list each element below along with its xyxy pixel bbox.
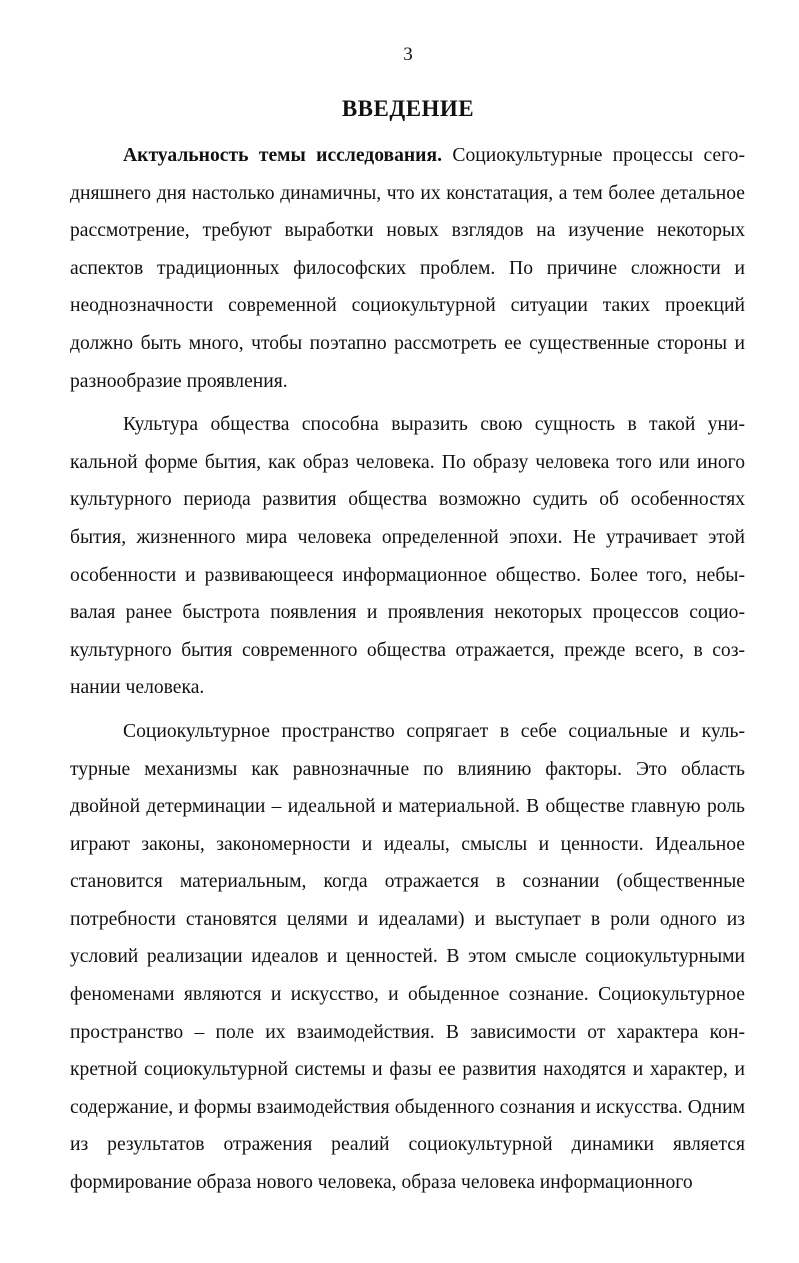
section-heading: ВВЕДЕНИЕ bbox=[341, 96, 475, 121]
paragraph-culture: Культура общества способна выразить свою сущность в такой уникальной форме бытия, как образ человека. По образу человека того или иного культурного периода развития общества возможно судить об особенностях бытия, жизненного мира человека определенной эпохи. Не утрачивает этой особенности и развивающееся информационное общество. Более того, небывалая ранее быстрота появления и проявления некоторых процессов социокультурного бытия современного общества отражается, прежде всего, в сознании человека. bbox=[70, 414, 745, 699]
paragraph-sociocultural-space: Социокультурное пространство сопрягает в себе социальные и культурные механизмы как равнозначные по влиянию факторы. Это область двойной детерминации – идеальной и материальной. В обществе главную роль играют законы, закономерности и идеалы, смыслы и ценности. Идеальное становится материальным, когда отражается в сознании (общественные потребности становятся целями и идеалами) и выступает в роли одного из условий реализации идеалов и ценностей. В этом смысле социокультурными феноменами являются и искусство, и обыденное сознание. Социокультурное пространство – поле их взаимодействия. В зависимости от характера конкретной социокультурной системы и фазы ее развития находятся и характер, и содержание, и формы взаимодействия обыденного сознания и искусства. Одним из результатов отражения реалий социокультурной динамики является формирование образа нового человека, образа человека информационного bbox=[70, 720, 745, 1194]
paragraph-lead: Актуальность темы исследования. bbox=[123, 145, 442, 166]
paragraph-text: Социокультурные процессы сегодняшнего дня настолько динамичны, что их констатация, а тем более детальное рассмотрение, требуют выработки новых взглядов на изучение некоторых аспектов традиционных философских проблем. По причине сложности и неоднозначности современной социокультурной ситуации таких проекций должно быть много, чтобы поэтапно рассмотреть ее существенные стороны и разнообразие проявления. bbox=[70, 145, 745, 392]
page-number: 3 bbox=[403, 44, 413, 65]
paragraph-relevance bbox=[70, 137, 745, 400]
main-text bbox=[70, 137, 745, 1202]
